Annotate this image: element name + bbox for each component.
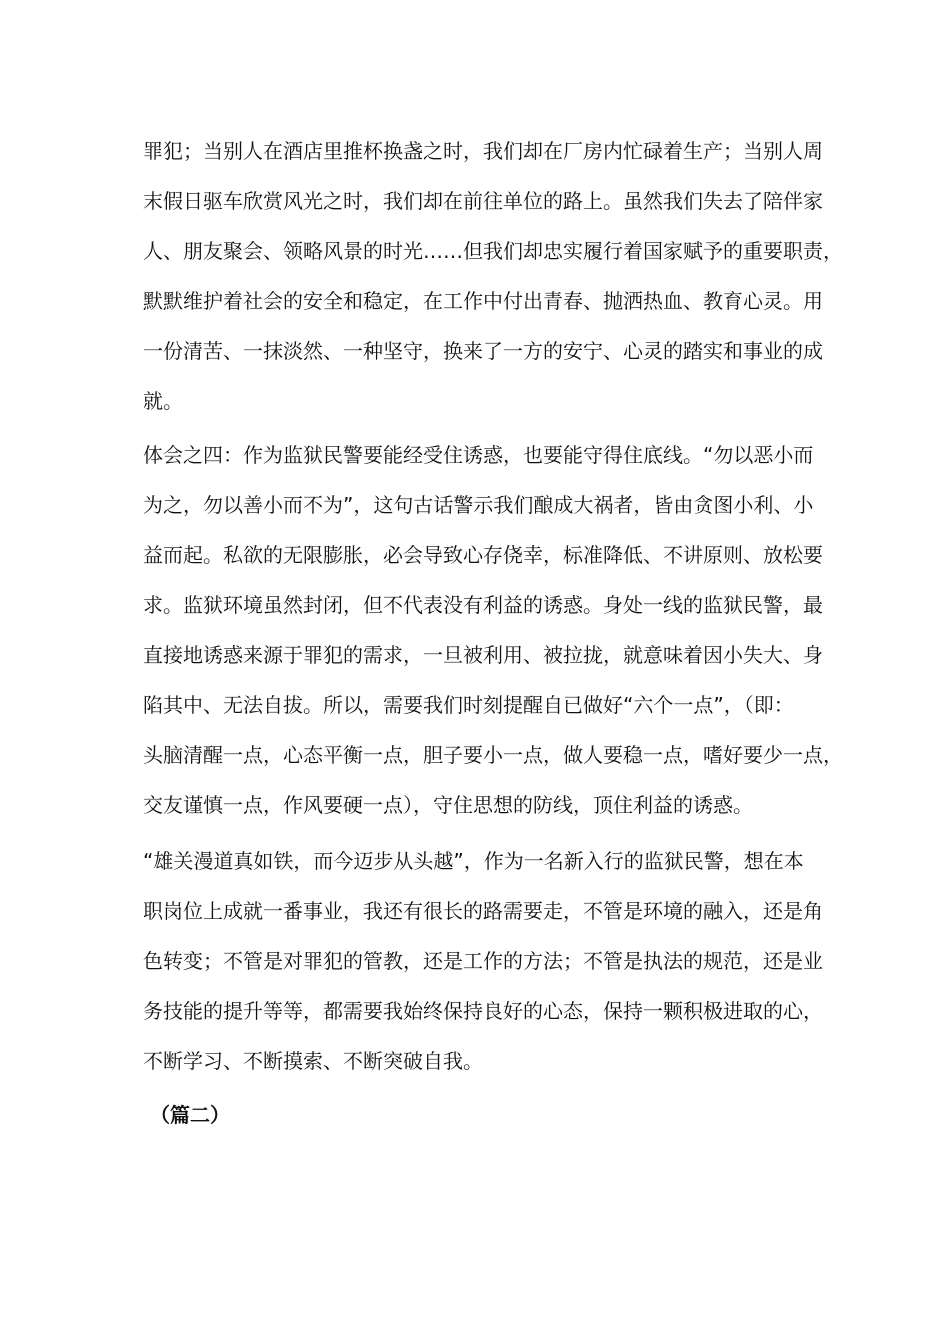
text-line: 一份清苦、一抹淡然、一种坚守，换来了一方的安宁、心灵的踏实和事业的成: [143, 339, 823, 363]
text-line: 交友谨慎一点，作风要硬一点），守住思想的防线，顶住利益的诱惑。: [143, 793, 753, 817]
paragraph-1: [143, 126, 843, 426]
text-line: 职岗位上成就一番事业，我还有很长的路需要走，不管是环境的融入，还是角: [143, 899, 823, 923]
text-line: 默默维护着社会的安全和稳定，在工作中付出青春、抛洒热血、教育心灵。用: [143, 289, 823, 313]
text-line: “雄关漫道真如铁，而今迈步从头越”，作为一名新入行的监狱民警，想在本: [143, 849, 804, 873]
text-line: 求。监狱环境虽然封闭，但不代表没有利益的诱惑。身处一线的监狱民警，最: [143, 593, 823, 617]
text-line: 头脑清醒一点，心态平衡一点，胆子要小一点，做人要稳一点，嗜好要少一点，: [143, 743, 843, 767]
section-heading: （篇二）: [150, 1103, 230, 1127]
text-line: 陷其中、无法自拔。所以，需要我们时刻提醒自已做好“六个一点”，（即：: [143, 693, 794, 717]
text-line: 益而起。私欲的无限膨胀，必会导致心存侥幸，标准降低、不讲原则、放松要: [143, 543, 823, 567]
text-line: 直接地诱惑来源于罪犯的需求，一旦被利用、被拉拢，就意味着因小失大、身: [143, 643, 823, 667]
text-line: 罪犯；当别人在酒店里推杯换盏之时，我们却在厂房内忙碌着生产；当别人周: [143, 139, 823, 163]
text-line: 色转变；不管是对罪犯的管教，还是工作的方法；不管是执法的规范，还是业: [143, 949, 823, 973]
text-line: 不断学习、不断摸索、不断突破自我。: [143, 1049, 483, 1073]
text-line: 末假日驱车欣赏风光之时，我们却在前往单位的路上。虽然我们失去了陪伴家: [143, 189, 823, 213]
paragraph-3: [143, 836, 823, 1086]
text-line: 体会之四：作为监狱民警要能经受住诱惑，也要能守得住底线。“勿以恶小而: [143, 443, 814, 467]
text-line: 就。: [143, 389, 183, 413]
text-line: 人、朋友聚会、领略风景的时光……但我们却忠实履行着国家赋予的重要职责，: [143, 239, 843, 263]
text-line: 务技能的提升等等，都需要我始终保持良好的心态，保持一颗积极进取的心，: [143, 999, 823, 1023]
paragraph-2: [143, 430, 843, 830]
text-line: 为之，勿以善小而不为”，这句古话警示我们酿成大祸者，皆由贪图小利、小: [143, 493, 814, 517]
